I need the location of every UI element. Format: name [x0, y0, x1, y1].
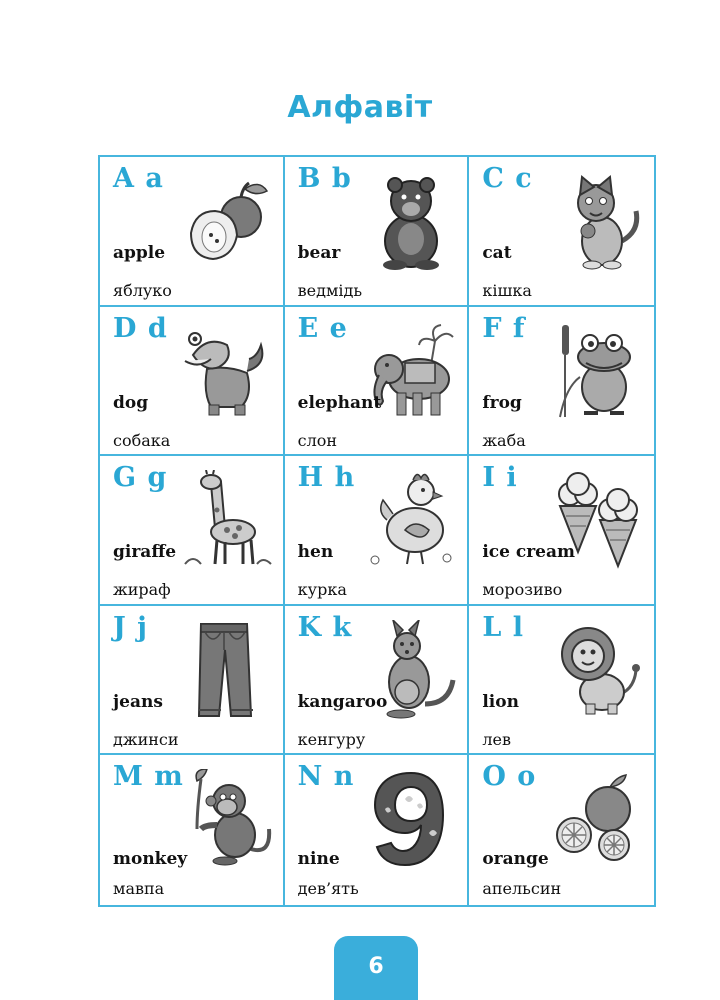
- card-letter: B b: [297, 163, 352, 194]
- alphabet-card-f: [469, 307, 654, 457]
- card-translation: апельсин: [482, 879, 562, 899]
- alphabet-card-l: [469, 606, 654, 756]
- monkey-icon: [181, 769, 273, 869]
- alphabet-card-a: [100, 157, 285, 307]
- page-title: Алфавіт: [287, 90, 433, 125]
- card-translation: яблуко: [113, 281, 172, 300]
- apple-icon: [181, 171, 273, 271]
- card-letter: I i: [482, 462, 518, 494]
- alphabet-card-b: [285, 157, 470, 307]
- card-letter: J j: [113, 611, 148, 643]
- alphabet-card-j: [100, 606, 285, 756]
- alphabet-card-k: [285, 606, 470, 756]
- card-word: apple: [113, 243, 166, 263]
- orange-icon: [552, 769, 644, 869]
- alphabet-card-g: [100, 456, 285, 606]
- page-number: 6: [368, 954, 384, 979]
- card-translation: джинси: [113, 729, 179, 749]
- card-word: orange: [482, 849, 549, 870]
- card-word: nine: [297, 849, 340, 870]
- card-letter: L l: [482, 611, 524, 643]
- card-letter: M m: [113, 761, 184, 793]
- alphabet-card-d: [100, 307, 285, 457]
- alphabet-card-n: [285, 755, 470, 905]
- card-translation: дев’ять: [297, 879, 359, 899]
- card-translation: мавпа: [113, 879, 165, 899]
- card-translation: морозиво: [482, 580, 563, 600]
- alphabet-card-c: [469, 157, 654, 307]
- card-translation: курка: [297, 580, 347, 600]
- alphabet-card-o: [469, 755, 654, 905]
- lion-icon: [552, 620, 644, 720]
- page-number-tab: [334, 936, 418, 1000]
- card-translation: слон: [297, 430, 338, 450]
- card-word: dog: [113, 392, 149, 413]
- card-letter: F f: [482, 312, 526, 344]
- nine-icon: [365, 769, 457, 869]
- card-translation: ведмідь: [297, 281, 363, 300]
- hen-icon: [365, 470, 457, 570]
- card-word: monkey: [113, 849, 188, 870]
- card-translation: лев: [482, 729, 511, 749]
- card-word: ice cream: [482, 542, 575, 563]
- card-word: hen: [297, 542, 334, 563]
- card-letter: D d: [113, 312, 168, 344]
- card-letter: K k: [297, 611, 353, 643]
- frog-icon: [552, 321, 644, 421]
- card-letter: O o: [482, 761, 537, 793]
- giraffe-icon: [181, 470, 273, 570]
- alphabet-grid: [98, 155, 656, 907]
- card-letter: A a: [113, 163, 164, 194]
- alphabet-card-i: [469, 456, 654, 606]
- card-word: cat: [482, 243, 512, 263]
- card-word: lion: [482, 691, 519, 712]
- card-letter: C c: [482, 163, 533, 194]
- alphabet-card-m: [100, 755, 285, 905]
- card-translation: кішка: [482, 281, 532, 300]
- cat-icon: [552, 171, 644, 271]
- card-translation: собака: [113, 430, 171, 450]
- card-letter: H h: [297, 462, 356, 494]
- card-translation: жаба: [482, 430, 526, 450]
- card-letter: N n: [297, 761, 355, 793]
- bear-icon: [365, 171, 457, 271]
- card-letter: E e: [297, 312, 348, 344]
- card-word: elephant: [297, 392, 382, 413]
- card-translation: жираф: [113, 580, 171, 600]
- alphabet-card-e: [285, 307, 470, 457]
- alphabet-card-h: [285, 456, 470, 606]
- card-word: frog: [482, 392, 522, 413]
- card-word: kangaroo: [297, 691, 388, 712]
- card-letter: G g: [113, 462, 168, 494]
- card-translation: кенгуру: [297, 729, 366, 749]
- card-word: jeans: [113, 691, 163, 712]
- card-word: bear: [297, 243, 341, 263]
- jeans-icon: [181, 620, 273, 720]
- dog-icon: [181, 321, 273, 421]
- card-word: giraffe: [113, 542, 177, 563]
